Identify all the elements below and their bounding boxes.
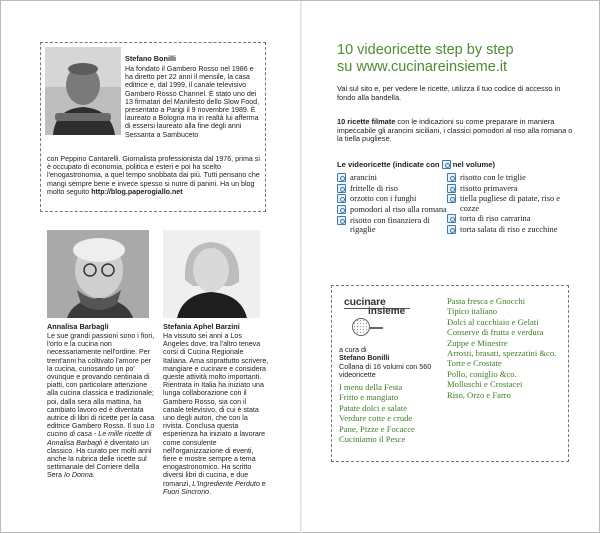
series-curator — [339, 346, 435, 379]
videoricetta-item — [337, 216, 447, 235]
series-cura-label: a cura di — [339, 345, 367, 354]
videoricetta-item-label: risotto primavera — [460, 183, 518, 193]
barbagli-bio-end: . — [92, 471, 95, 480]
bonilli-bio-bottom-text: con Peppino Cantarelli. Giornalista professionista dal 1976, prima si è occupato di economia, politica e esteri e poi ha scelto l'enogastronomia, a quel tempo snobbata dai più. Tutti pensano che mangi sempre bene e invece spesso si nutre di panini. Ha un blog molto seguito — [47, 155, 260, 196]
barzini-bio-a: Ha vissuto sei anni a Los Angeles dove, tra l'altro teneva corsi di Cucina Regionale Italiana. Ama soprattutto scrivere, mangiare e cucinare e considera queste attività molto importanti. Rientrata in Italia ha iniziato una lunga collaborazione con il Gambero Rosso, sia con il canale televisivo, di cui è stata uno degli autori, che con la rivista. Conclusa questa esperienza ha iniziato a lavorare come consulente nell'organizzazione di eventi, fiere e mostre sempre a tema enogastronomico. Ha scritto diversi libri di cucina, e due romanzi, — [163, 332, 269, 488]
series-title-item — [447, 317, 567, 327]
video-camera-icon — [447, 225, 456, 234]
videoricetta-item — [337, 173, 447, 182]
barbagli-magazine: Io Donna — [63, 471, 93, 480]
series-title-item-label: I menu della Festa — [339, 382, 403, 392]
series-title-item — [447, 390, 567, 400]
barbagli-bio — [47, 332, 155, 480]
series-title-item-label: Pollo, coniglio &co. — [447, 368, 517, 379]
bonilli-blog-link[interactable]: http://blog.paperogiallo.net — [91, 187, 183, 196]
video-camera-icon — [447, 194, 456, 203]
video-camera-icon — [337, 216, 346, 225]
series-cura-name: Stefano Bonilli — [339, 353, 390, 363]
videoricetta-item-label: torta salata di riso e zucchine — [460, 225, 558, 235]
ricette-filmate-text — [337, 118, 575, 144]
series-title-item — [447, 338, 567, 348]
series-titles-col2 — [447, 296, 567, 400]
series-title-item — [447, 379, 567, 389]
videoricetta-item-label: orzotto con i funghi — [350, 194, 417, 204]
videoricette-heading-b: nel volume) — [452, 160, 495, 169]
video-camera-icon — [442, 160, 451, 169]
barbagli-bio-a: Le sue grandi passioni sono i fiori, l'orto e la cucina non necessariamente nell'ordine. Per trent'anni ha coltivato l'amore per la cucina, curiosando un po' ovunque e provando centinaia di piatti, con particolare attenzione alla cucina classica e tradizionale; poi, dalla sera alla mattina, ha cambiato lavoro ed è diventata autrice di libri di ricette per la casa editrice Gambero Rosso. Il suo — [47, 332, 155, 431]
videoricetta-item-label: torta di riso carrarina — [460, 214, 531, 224]
series-box — [331, 285, 569, 462]
series-title-item — [339, 403, 443, 413]
barbagli-name: Annalisa Barbagli — [47, 322, 109, 331]
ricette-filmate-label: 10 ricette filmate — [337, 117, 396, 126]
videoricette-heading-a: Le videoricette (indicate con — [337, 160, 440, 169]
bonilli-bio-top: Ha fondato il Gambero Rosso nel 1986 e ha diretto per 22 anni il mensile, la casa editrice e, dal 1999, il canale televisivo Gambero Rosso Channel. È stato uno dei 13 firmatari del Manifesto dello Slow Food, presentato a Parigi il 9 novembre 1989. È laureato a Bologna ma in realtà lui afferma di essersi laureato alla fine degli anni Sessanta a Sambuceto — [125, 65, 260, 139]
colander-icon — [352, 318, 370, 336]
series-title-item — [339, 413, 443, 423]
series-title-item-label: Molluschi e Crostacei — [447, 379, 523, 390]
page-gutter — [300, 1, 302, 533]
video-camera-icon — [447, 184, 456, 193]
barbagli-portrait-photo — [47, 230, 149, 318]
series-title-item — [447, 306, 567, 316]
bonilli-name: Stefano Bonilli — [125, 54, 177, 63]
video-camera-icon — [337, 173, 346, 182]
videoricetta-item — [447, 184, 571, 193]
series-title-item — [339, 424, 443, 434]
videoricette-title — [337, 42, 514, 76]
barzini-portrait-photo — [163, 230, 260, 318]
bonilli-bio-bottom — [47, 155, 263, 196]
bonilli-bio-box — [40, 42, 266, 212]
barzini-name: Stefania Aphel Barzini — [163, 322, 240, 331]
videoricetta-item — [337, 194, 447, 203]
barzini-bio-end: . — [209, 487, 212, 496]
videoricetta-item-label: risotto con le triglie — [460, 173, 526, 182]
barzini-bio-mid: e — [261, 479, 266, 488]
series-title-item — [339, 392, 443, 402]
videoricetta-item — [447, 173, 571, 182]
videoricetta-item — [337, 184, 447, 193]
series-title-item — [447, 327, 567, 337]
series-title-item-label: Cuciniamo il Pesce — [339, 434, 406, 445]
series-title-item — [447, 348, 567, 358]
series-title-item — [447, 358, 567, 368]
videoricette-intro: Vai sul sito e, per vedere le ricette, utilizza il tuo codice di accesso in fondo alla bandella. — [337, 84, 561, 102]
videoricette-list-col1 — [337, 173, 447, 236]
ricette-filmate-desc: con le indicazioni su come preparare in maniera impeccabile gli arancini siciliani, i classici pomodori al riso alla romana o la tiella pugliese. — [337, 117, 573, 144]
barbagli-bio-b: è diventato un classico. Ha curato per molti anni anche la rubrica delle ricette sul settimanale del Corriere della Sera — [47, 438, 152, 480]
series-title-item-label: Fritto e mangiato — [339, 392, 399, 403]
videoricetta-item-label: arancini — [350, 173, 377, 182]
series-title-item-label: Arrosti, brasati, spezzatini &co. — [447, 348, 557, 359]
videoricetta-item — [447, 194, 571, 213]
series-titles-col1 — [339, 382, 443, 444]
videoricette-heading — [337, 160, 495, 169]
videoricetta-item-label: risotto con finanziera di rigaglie — [350, 215, 430, 235]
colander-handle — [369, 327, 383, 329]
videoricetta-item — [337, 205, 447, 214]
videoricetta-item-label: tiella pugliese di patate, riso e cozze — [460, 194, 561, 213]
barzini-bio — [163, 332, 269, 496]
series-title-item-label: Zuppe e Minestre — [447, 337, 508, 348]
videoricetta-item — [447, 225, 571, 234]
logo-word-insieme: insieme — [368, 306, 406, 317]
cucinare-insieme-logo — [344, 296, 410, 338]
series-title-item-label: Conserve di frutta e verdura — [447, 327, 544, 338]
barzini-novel-1: L'Ingrediente Perduto — [192, 479, 260, 488]
bonilli-portrait-photo — [45, 47, 121, 135]
video-camera-icon — [337, 184, 346, 193]
videoricetta-item-label: frittelle di riso — [350, 183, 398, 193]
video-camera-icon — [337, 194, 346, 203]
series-title-item — [447, 296, 567, 306]
series-title-item-label: Verdure cotte e crude — [339, 413, 413, 424]
series-title-item — [339, 382, 443, 392]
videoricetta-item — [447, 214, 571, 223]
video-camera-icon — [447, 214, 456, 223]
series-title-item-label: Pasta fresca e Gnocchi — [447, 296, 526, 306]
series-title-item-label: Patate dolci e salate — [339, 402, 408, 413]
videoricette-title-line1: 10 videoricette step by step — [337, 42, 514, 58]
series-title-item — [447, 369, 567, 379]
videoricetta-item-label: pomodori al riso alla romana — [350, 205, 447, 215]
video-camera-icon — [337, 205, 346, 214]
series-title-item-label: Torte e Crostate — [447, 358, 502, 369]
series-title-item-label: Dolci al cucchiaio e Gelati — [447, 316, 539, 327]
logo-word-cucinare: cucinare — [344, 296, 386, 308]
videoricette-title-line2[interactable]: su www.cucinareinsieme.it — [337, 59, 508, 75]
series-title-item-label: Riso, Orzo e Farro — [447, 389, 511, 400]
barbagli-book-title: Lo cucino di casa - Le mille ricette di Annalisa Barbagli — [47, 422, 155, 447]
videoricette-list-col2 — [447, 173, 571, 236]
series-title-item — [339, 434, 443, 444]
barzini-novel-2: Fuori Sincrono — [163, 487, 210, 496]
series-title-item-label: Pane, Pizze e Focacce — [339, 423, 415, 434]
series-title-item-label: Tipico italiano — [447, 306, 498, 317]
video-camera-icon — [447, 173, 456, 182]
series-cura-desc: Collana di 16 volumi con 560 videoricette — [339, 361, 432, 379]
